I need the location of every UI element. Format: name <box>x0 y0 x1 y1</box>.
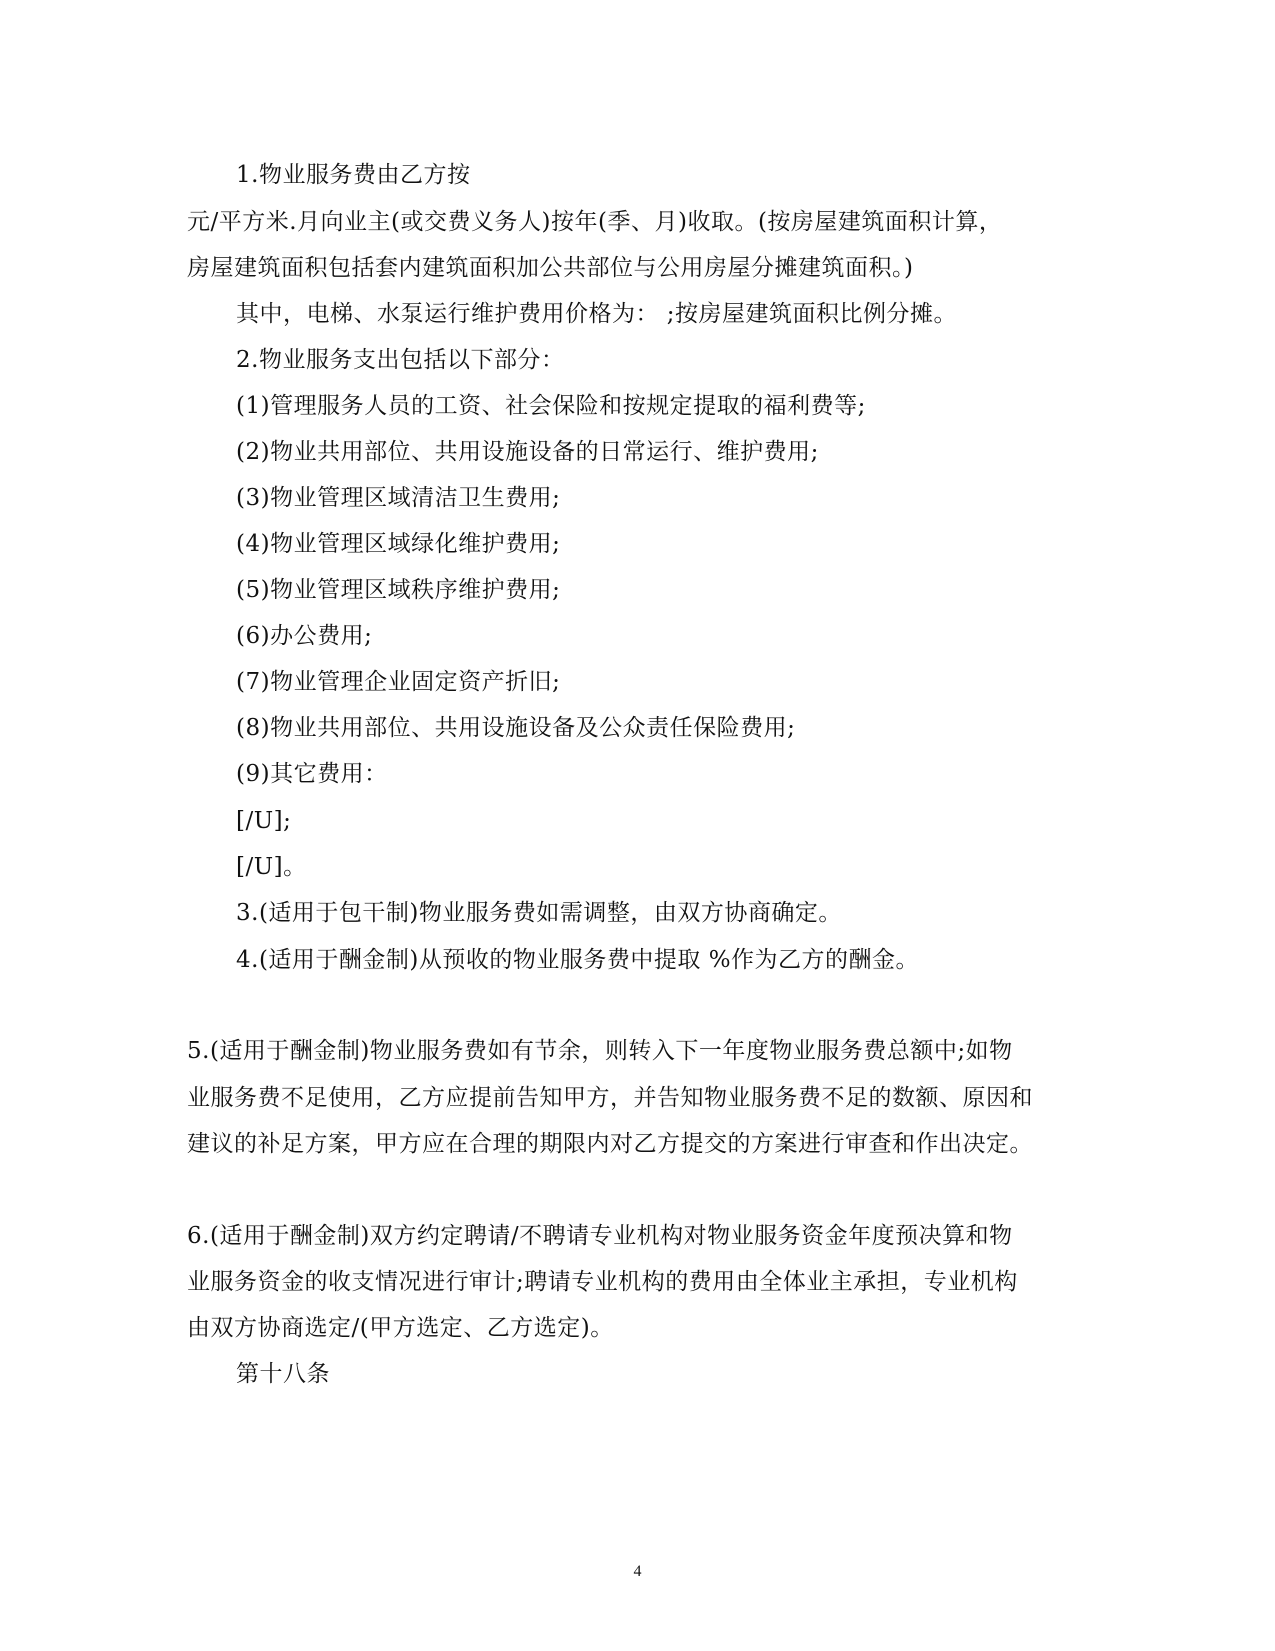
paragraph-line: 1.物业服务费由乙方按 <box>236 162 471 188</box>
paragraph-line: 2.物业服务支出包括以下部分： <box>236 347 565 373</box>
list-item: (3)物业管理区域清洁卫生费用; <box>236 485 561 511</box>
list-item: (8)物业共用部位、共用设施设备及公众责任保险费用; <box>236 715 796 741</box>
paragraph-line: 5.(适用于酬金制)物业服务费如有节余，则转入下一年度物业服务费总额中;如物 <box>187 1038 1013 1064</box>
list-item: (9)其它费用： <box>236 761 388 787</box>
list-item: (5)物业管理区域秩序维护费用; <box>236 577 561 603</box>
paragraph-line: 由双方协商选定/(甲方选定、乙方选定)。 <box>187 1315 614 1341</box>
list-item: (6)办公费用; <box>236 623 373 649</box>
placeholder-line: [/U]; <box>236 808 292 834</box>
list-item: (7)物业管理企业固定资产折旧; <box>236 669 561 695</box>
paragraph-line: 6.(适用于酬金制)双方约定聘请/不聘请专业机构对物业服务资金年度预决算和物 <box>187 1223 1013 1249</box>
placeholder-line: [/U]。 <box>236 854 307 880</box>
page-number: 4 <box>633 1563 642 1580</box>
paragraph-line: 业服务资金的收支情况进行审计;聘请专业机构的费用由全体业主承担，专业机构 <box>187 1269 1018 1295</box>
list-item: (2)物业共用部位、共用设施设备的日常运行、维护费用; <box>236 439 819 465</box>
paragraph-line: 房屋建筑面积包括套内建筑面积加公共部位与公用房屋分摊建筑面积。) <box>187 255 914 281</box>
paragraph-line: 4.(适用于酬金制)从预收的物业服务费中提取 %作为乙方的酬金。 <box>236 947 920 973</box>
article-heading: 第十八条 <box>236 1361 330 1387</box>
paragraph-line: 3.(适用于包干制)物业服务费如需调整，由双方协商确定。 <box>236 900 842 926</box>
list-item: (4)物业管理区域绿化维护费用; <box>236 531 561 557</box>
paragraph-line: 业服务费不足使用，乙方应提前告知甲方，并告知物业服务费不足的数额、原因和 <box>187 1085 1033 1111</box>
list-item: (1)管理服务人员的工资、社会保险和按规定提取的福利费等; <box>236 393 866 419</box>
paragraph-line: 元/平方米.月向业主(或交费义务人)按年(季、月)收取。(按房屋建筑面积计算， <box>187 209 1003 235</box>
paragraph-line: 其中，电梯、水泵运行维护费用价格为： ;按房屋建筑面积比例分摊。 <box>236 301 958 327</box>
paragraph-line: 建议的补足方案，甲方应在合理的期限内对乙方提交的方案进行审查和作出决定。 <box>187 1131 1033 1157</box>
